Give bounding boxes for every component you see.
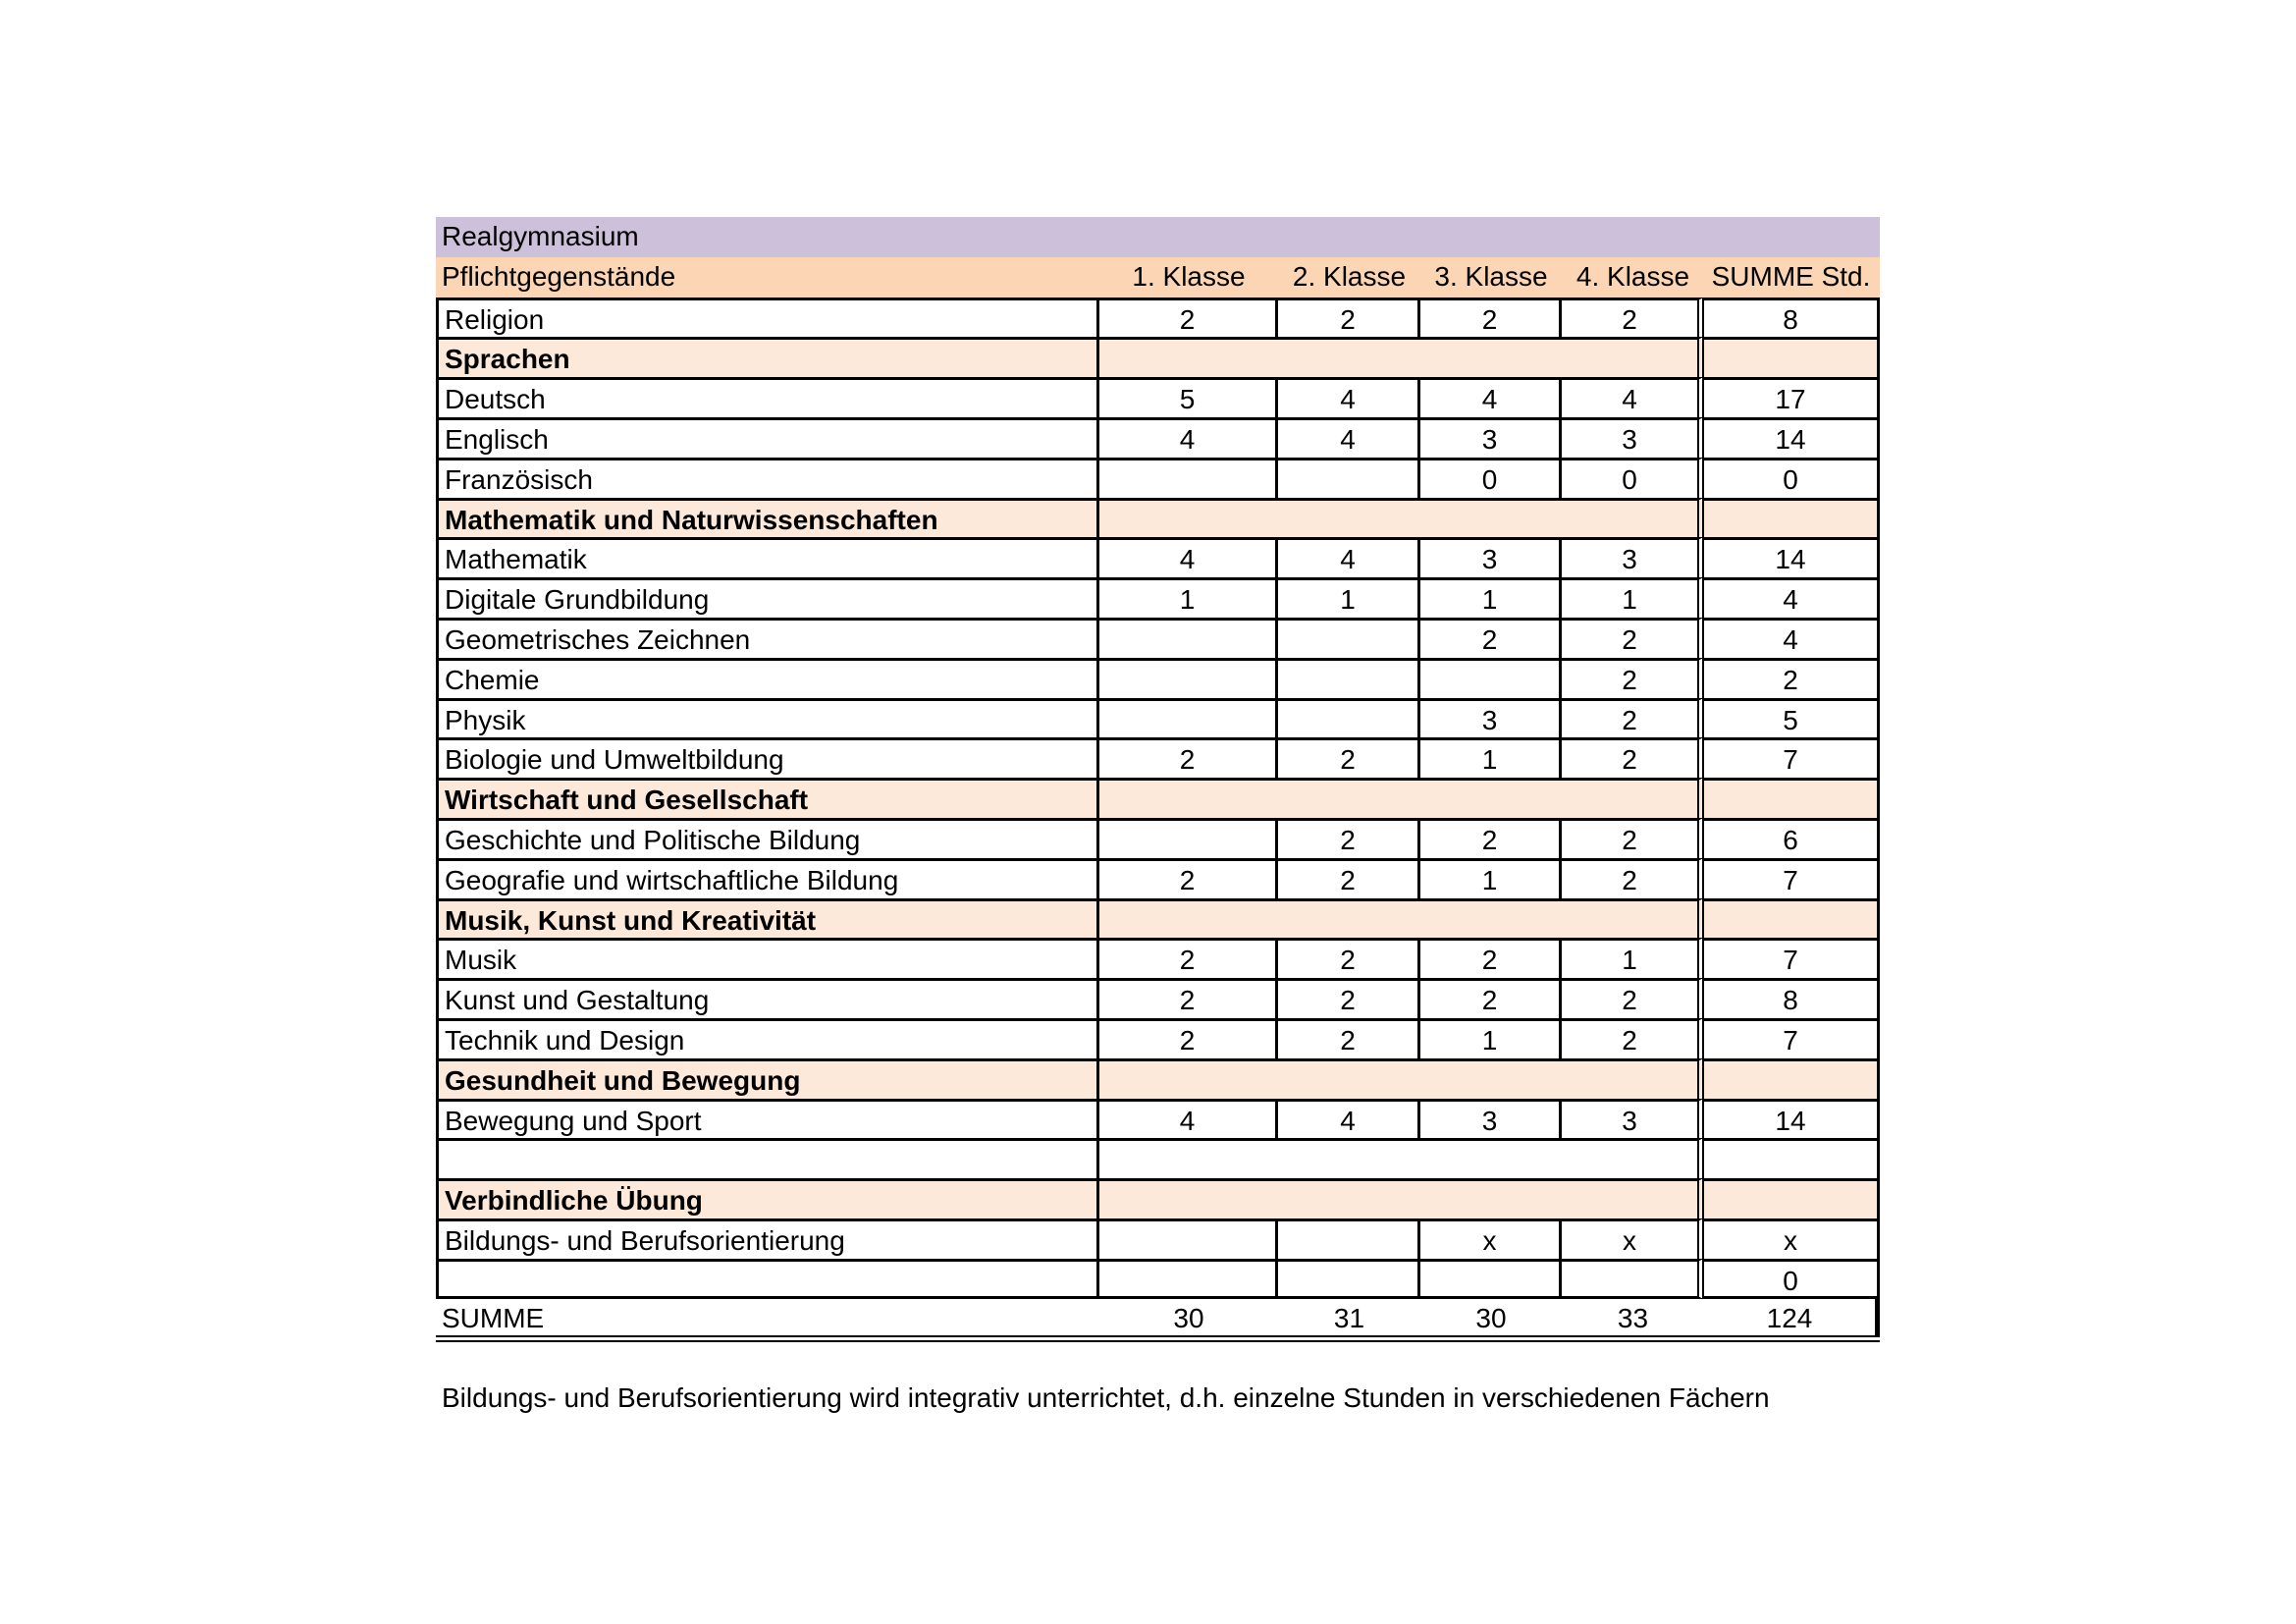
table-row	[436, 1259, 1880, 1299]
header-subject: Pflichtgegenstände	[442, 260, 676, 292]
subject-name: Chemie	[436, 658, 1099, 698]
table-row	[436, 377, 1880, 417]
klasse-1-hours: 4	[1099, 537, 1278, 577]
summe-hours: 0	[1704, 1259, 1880, 1299]
table-title-row	[436, 217, 1880, 257]
subject-name: Geschichte und Politische Bildung	[436, 818, 1099, 858]
klasse-1-hours: 4	[1099, 417, 1278, 458]
klasse-3-hours: 1	[1420, 1018, 1562, 1058]
summe-hours: 8	[1704, 298, 1880, 338]
klasse-3-hours: 1	[1420, 577, 1562, 618]
klasse-4-hours: 2	[1562, 618, 1704, 658]
klasse-3-hours: 3	[1420, 1099, 1562, 1139]
subject-name: Digitale Grundbildung	[436, 577, 1099, 618]
klasse-2-hours: 2	[1278, 737, 1420, 778]
klasse-3-hours: 2	[1420, 298, 1562, 338]
total-klasse-4: 33	[1617, 1302, 1649, 1333]
klasse-1-hours: 2	[1099, 978, 1278, 1018]
klasse-1-hours: 2	[1099, 298, 1278, 338]
table-row	[436, 938, 1880, 978]
klasse-3-hours: 2	[1420, 818, 1562, 858]
klasse-4-hours: 1	[1562, 577, 1704, 618]
subject-name: Mathematik	[436, 537, 1099, 577]
klasse-3-hours: x	[1420, 1218, 1562, 1259]
section-label: Wirtschaft und Gesellschaft	[436, 778, 1099, 818]
klasse-1-hours: 2	[1099, 737, 1278, 778]
klasse-4-hours: x	[1562, 1218, 1704, 1259]
summe-hours: 14	[1704, 1099, 1880, 1139]
table-row	[436, 858, 1880, 898]
section-label: Sprachen	[436, 337, 1099, 377]
summe-hours: 7	[1704, 737, 1880, 778]
section-fill	[1099, 778, 1704, 818]
table-row	[436, 978, 1880, 1018]
curriculum-table	[436, 217, 1880, 1342]
klasse-1-hours	[1099, 458, 1278, 498]
section-row	[436, 1058, 1880, 1099]
klasse-3-hours	[1420, 658, 1562, 698]
summe-hours: 8	[1704, 978, 1880, 1018]
table-header-row	[436, 257, 1880, 298]
klasse-3-hours: 3	[1420, 417, 1562, 458]
klasse-3-hours: 2	[1420, 618, 1562, 658]
klasse-3-hours: 4	[1420, 377, 1562, 417]
section-label: Mathematik und Naturwissenschaften	[436, 498, 1099, 538]
subject-name: Geometrisches Zeichnen	[436, 618, 1099, 658]
klasse-4-hours: 2	[1562, 698, 1704, 738]
klasse-2-hours: 4	[1278, 1099, 1420, 1139]
total-row	[436, 1299, 1880, 1342]
klasse-3-hours: 2	[1420, 938, 1562, 978]
klasse-2-hours: 1	[1278, 577, 1420, 618]
klasse-4-hours: 2	[1562, 858, 1704, 898]
klasse-2-hours	[1278, 618, 1420, 658]
klasse-2-hours: 2	[1278, 1018, 1420, 1058]
summe-hours: 14	[1704, 537, 1880, 577]
total-summe: 124	[1704, 1299, 1880, 1335]
table-row	[436, 737, 1880, 778]
summe-hours: 0	[1704, 458, 1880, 498]
klasse-1-hours: 1	[1099, 577, 1278, 618]
section-fill	[1099, 337, 1704, 377]
subject-name: Religion	[436, 298, 1099, 338]
section-sum-fill	[1704, 898, 1880, 939]
subject-name: Physik	[436, 698, 1099, 738]
klasse-4-hours: 0	[1562, 458, 1704, 498]
empty-sum	[1704, 1138, 1880, 1178]
summe-hours: 6	[1704, 818, 1880, 858]
summe-hours: 7	[1704, 1018, 1880, 1058]
section-fill	[1099, 1058, 1704, 1099]
klasse-2-hours	[1278, 658, 1420, 698]
section-fill	[1099, 898, 1704, 939]
total-klasse-3: 30	[1475, 1302, 1507, 1333]
klasse-3-hours: 1	[1420, 858, 1562, 898]
klasse-1-hours: 4	[1099, 1099, 1278, 1139]
klasse-4-hours: 2	[1562, 1018, 1704, 1058]
summe-hours: 4	[1704, 618, 1880, 658]
klasse-1-hours	[1099, 658, 1278, 698]
klasse-3-hours: 3	[1420, 698, 1562, 738]
summe-hours: 7	[1704, 858, 1880, 898]
klasse-2-hours	[1278, 1259, 1420, 1299]
subject-name: Bildungs- und Berufsorientierung	[436, 1218, 1099, 1259]
summe-hours: 17	[1704, 377, 1880, 417]
section-fill	[1099, 1178, 1704, 1218]
subject-name: Musik	[436, 938, 1099, 978]
section-row	[436, 898, 1880, 939]
klasse-1-hours	[1099, 818, 1278, 858]
subject-name: Deutsch	[436, 377, 1099, 417]
klasse-2-hours	[1278, 1218, 1420, 1259]
klasse-3-hours: 2	[1420, 978, 1562, 1018]
table-row	[436, 298, 1880, 338]
klasse-2-hours: 2	[1278, 978, 1420, 1018]
empty-cell	[436, 1138, 1099, 1178]
klasse-2-hours: 2	[1278, 818, 1420, 858]
klasse-1-hours: 5	[1099, 377, 1278, 417]
subject-name: Bewegung und Sport	[436, 1099, 1099, 1139]
table-row	[436, 577, 1880, 618]
subject-name: Geografie und wirtschaftliche Bildung	[436, 858, 1099, 898]
klasse-1-hours: 2	[1099, 1018, 1278, 1058]
klasse-4-hours	[1562, 1259, 1704, 1299]
subject-name: Technik und Design	[436, 1018, 1099, 1058]
subject-name	[436, 1259, 1099, 1299]
klasse-4-hours: 1	[1562, 938, 1704, 978]
klasse-4-hours: 2	[1562, 818, 1704, 858]
table-row	[436, 1218, 1880, 1259]
header-klasse-3: 3. Klasse	[1434, 260, 1548, 292]
klasse-3-hours: 3	[1420, 537, 1562, 577]
table-row	[436, 658, 1880, 698]
klasse-4-hours: 3	[1562, 1099, 1704, 1139]
header-klasse-4: 4. Klasse	[1575, 260, 1690, 292]
table-row	[436, 1099, 1880, 1139]
summe-hours: 7	[1704, 938, 1880, 978]
summe-hours: 2	[1704, 658, 1880, 698]
summe-hours: x	[1704, 1218, 1880, 1259]
section-label: Musik, Kunst und Kreativität	[436, 898, 1099, 939]
klasse-1-hours	[1099, 1218, 1278, 1259]
table-title: Realgymnasium	[442, 221, 639, 251]
section-row	[436, 778, 1880, 818]
section-row	[436, 1178, 1880, 1218]
klasse-4-hours: 3	[1562, 537, 1704, 577]
subject-name: Englisch	[436, 417, 1099, 458]
klasse-4-hours: 3	[1562, 417, 1704, 458]
total-label: SUMME	[442, 1302, 545, 1333]
klasse-1-hours	[1099, 1259, 1278, 1299]
klasse-3-hours: 1	[1420, 737, 1562, 778]
section-sum-fill	[1704, 337, 1880, 377]
total-klasse-2: 31	[1333, 1302, 1365, 1333]
klasse-2-hours: 2	[1278, 938, 1420, 978]
empty-span	[1099, 1138, 1704, 1178]
klasse-1-hours: 2	[1099, 858, 1278, 898]
klasse-4-hours: 2	[1562, 298, 1704, 338]
klasse-4-hours: 4	[1562, 377, 1704, 417]
klasse-1-hours	[1099, 618, 1278, 658]
klasse-4-hours: 2	[1562, 737, 1704, 778]
table-body	[436, 298, 1880, 1299]
klasse-1-hours: 2	[1099, 938, 1278, 978]
klasse-4-hours: 2	[1562, 658, 1704, 698]
total-klasse-1: 30	[1173, 1302, 1204, 1333]
table-row	[436, 458, 1880, 498]
table-row	[436, 698, 1880, 738]
header-klasse-2: 2. Klasse	[1292, 260, 1407, 292]
section-row	[436, 498, 1880, 538]
section-sum-fill	[1704, 778, 1880, 818]
header-klasse-1: 1. Klasse	[1132, 260, 1246, 292]
section-row	[436, 337, 1880, 377]
section-sum-fill	[1704, 498, 1880, 538]
klasse-2-hours	[1278, 698, 1420, 738]
summe-hours: 4	[1704, 577, 1880, 618]
subject-name: Biologie und Umweltbildung	[436, 737, 1099, 778]
table-row	[436, 618, 1880, 658]
klasse-2-hours: 4	[1278, 417, 1420, 458]
klasse-4-hours: 2	[1562, 978, 1704, 1018]
section-fill	[1099, 498, 1704, 538]
klasse-1-hours	[1099, 698, 1278, 738]
section-sum-fill	[1704, 1058, 1880, 1099]
section-sum-fill	[1704, 1178, 1880, 1218]
summe-hours: 5	[1704, 698, 1880, 738]
klasse-2-hours: 2	[1278, 298, 1420, 338]
footnote: Bildungs- und Berufsorientierung wird integrativ unterrichtet, d.h. einzelne Stunden in verschiedenen Fächern	[442, 1382, 1770, 1413]
table-row	[436, 537, 1880, 577]
summe-hours: 14	[1704, 417, 1880, 458]
subject-name: Französisch	[436, 458, 1099, 498]
table-row	[436, 818, 1880, 858]
header-summe: SUMME Std.	[1711, 260, 1871, 292]
klasse-2-hours: 4	[1278, 377, 1420, 417]
klasse-3-hours	[1420, 1259, 1562, 1299]
section-label: Verbindliche Übung	[436, 1178, 1099, 1218]
subject-name: Kunst und Gestaltung	[436, 978, 1099, 1018]
table-row	[436, 417, 1880, 458]
klasse-2-hours: 2	[1278, 858, 1420, 898]
klasse-3-hours: 0	[1420, 458, 1562, 498]
klasse-2-hours	[1278, 458, 1420, 498]
empty-row	[436, 1138, 1880, 1178]
klasse-2-hours: 4	[1278, 537, 1420, 577]
section-label: Gesundheit und Bewegung	[436, 1058, 1099, 1099]
table-row	[436, 1018, 1880, 1058]
